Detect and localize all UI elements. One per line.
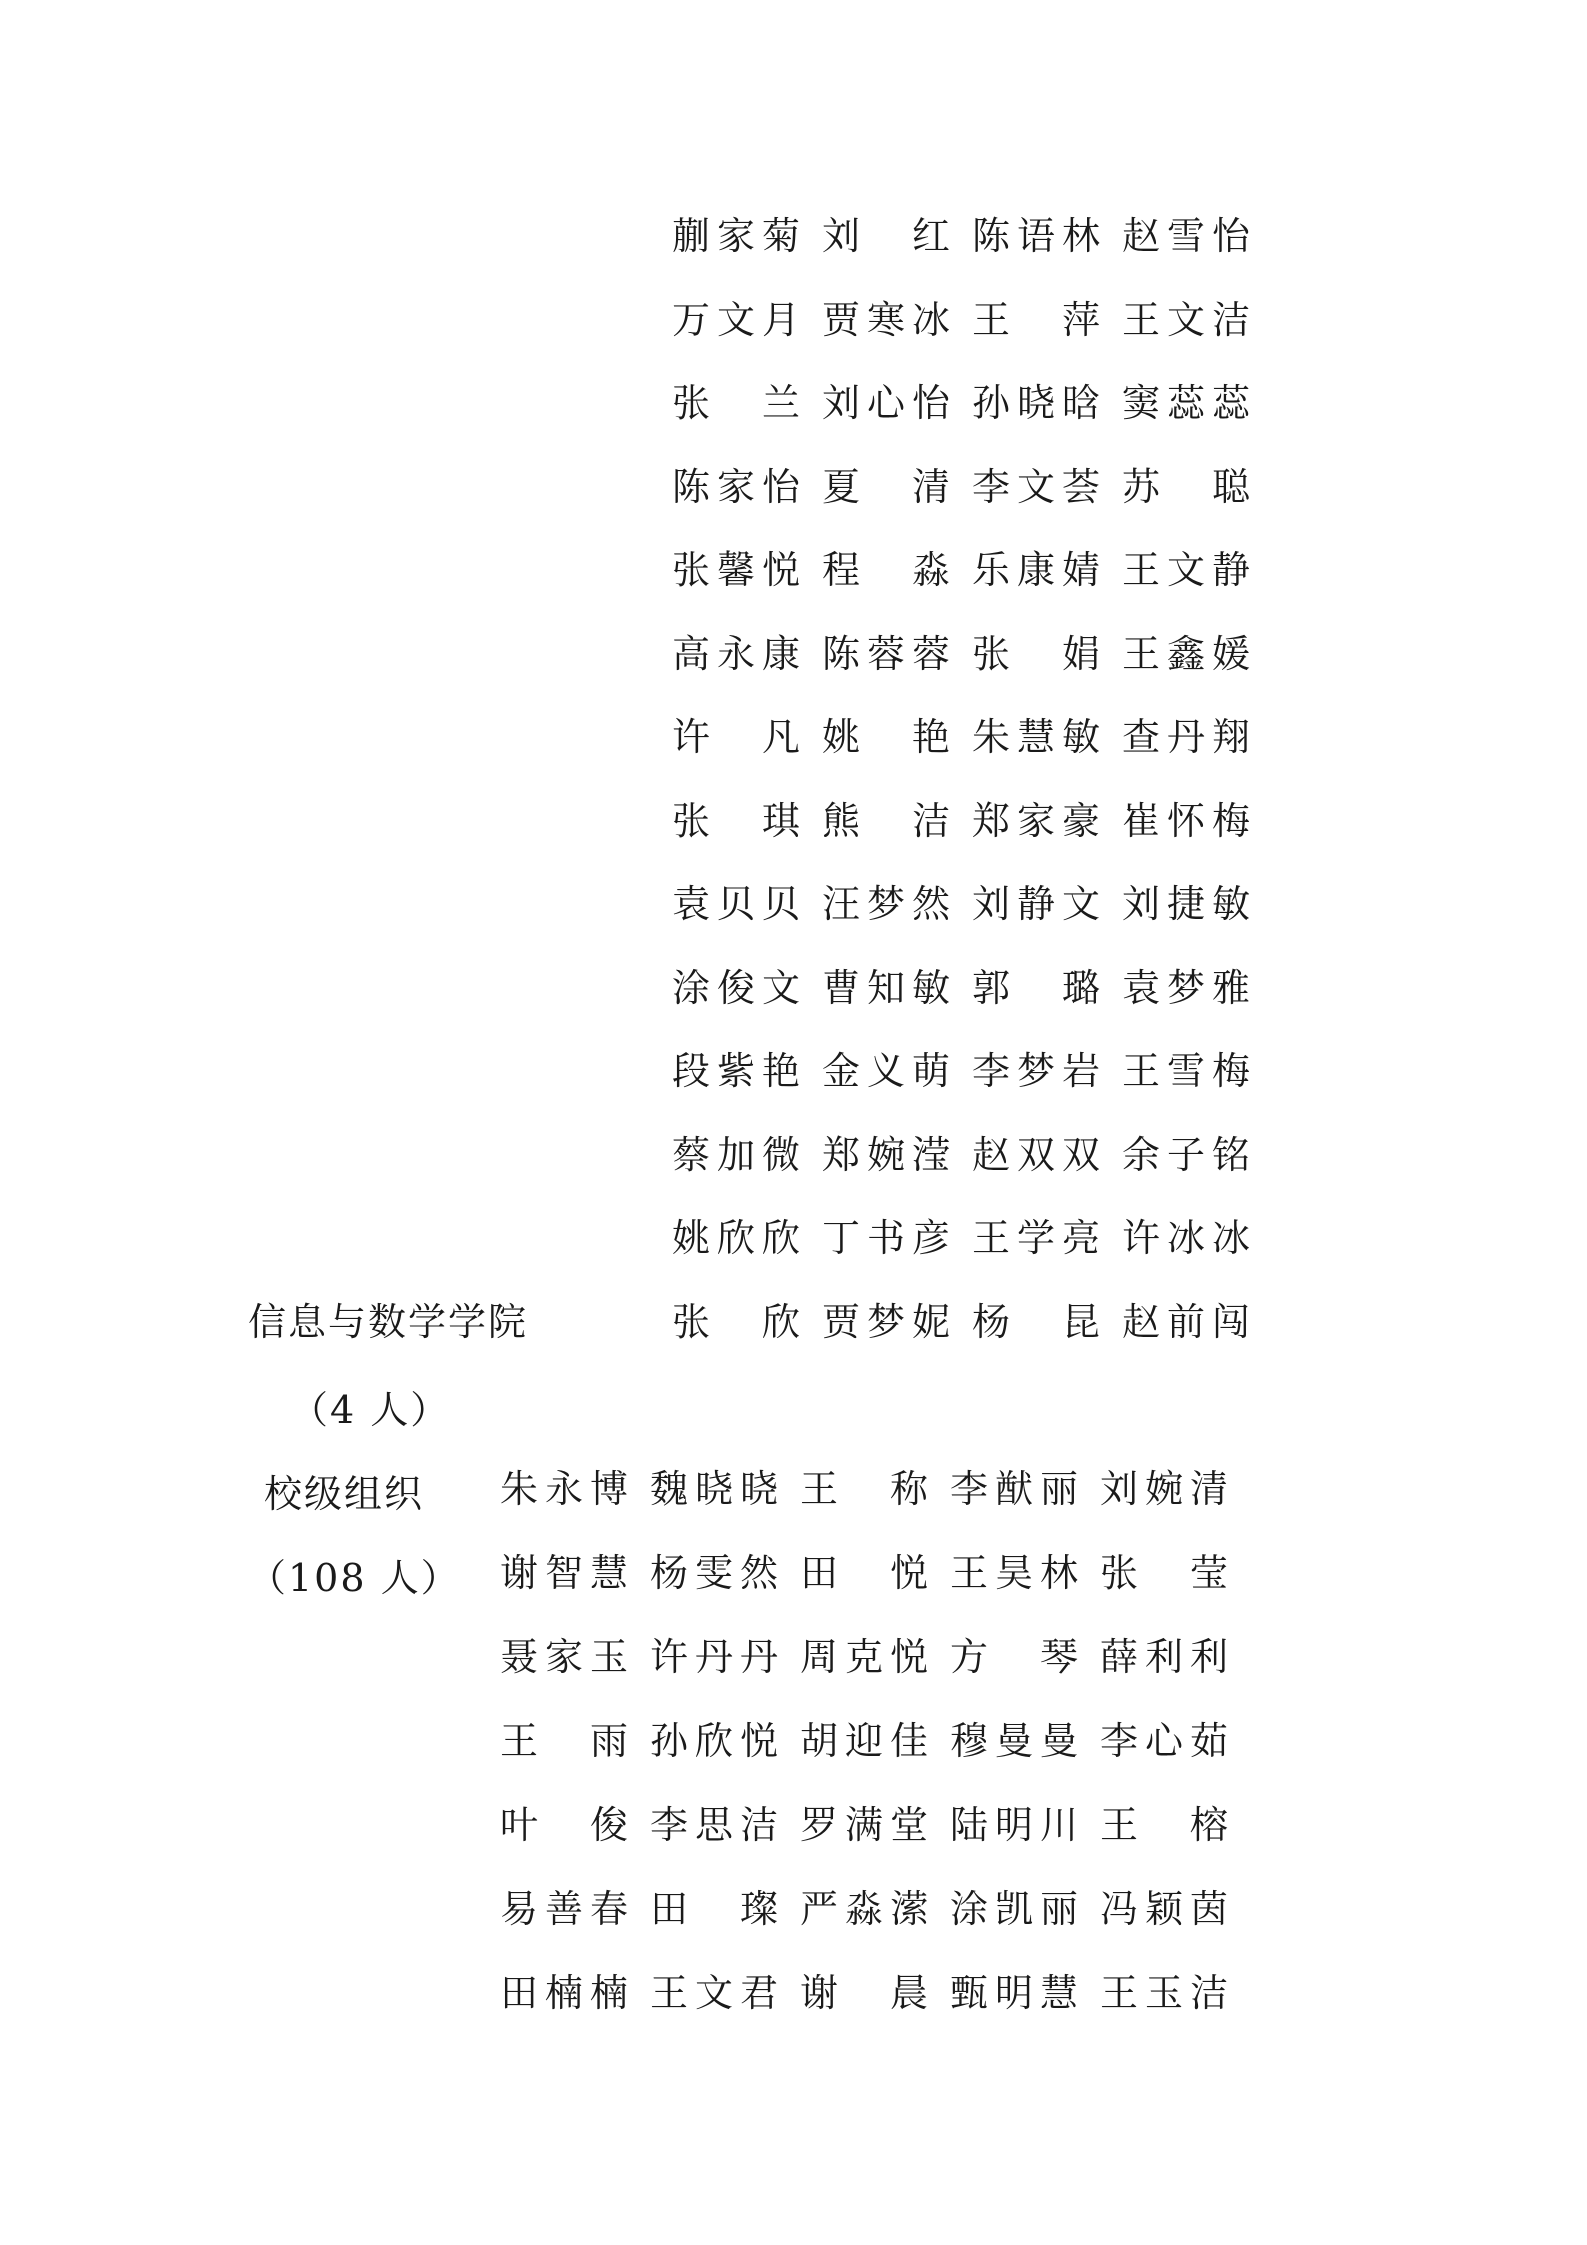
person-name: 汪 梦 然	[822, 882, 951, 926]
person-name: 王 榕	[1100, 1803, 1229, 1847]
person-name: 陆 明 川	[950, 1803, 1079, 1847]
person-name: 刘 心 怡	[822, 381, 951, 425]
person-name: 赵 双 双	[972, 1132, 1101, 1177]
person-name: 郑 家 豪	[972, 798, 1101, 843]
person-name: 王 雪 梅	[1122, 1049, 1251, 1093]
person-name: 周 克 悦	[800, 1635, 929, 1679]
person-name: 姚 艳	[822, 715, 951, 759]
section-label-info-math: 信息与数学学院	[248, 1300, 529, 1344]
person-name: 丁 书 彦	[822, 1216, 951, 1260]
person-name: 王 雨	[500, 1719, 629, 1763]
person-name: 赵 前 闯	[1122, 1300, 1251, 1344]
person-name: 涂 俊 文	[672, 965, 801, 1010]
person-name: 田 楠 楠	[500, 1971, 629, 2015]
person-name: 王 学 亮	[972, 1216, 1101, 1260]
person-name: 许 凡	[672, 715, 801, 759]
person-name: 刘 捷 敏	[1122, 882, 1251, 926]
person-name: 姚 欣 欣	[672, 1216, 801, 1260]
person-name: 李 心 茹	[1100, 1719, 1229, 1763]
person-name: 甄 明 慧	[950, 1971, 1079, 2015]
section-count-info-math: （4 人）	[290, 1388, 451, 1432]
person-name: 刘 婉 清	[1100, 1467, 1229, 1511]
person-name: 张 娟	[972, 631, 1101, 676]
person-name: 乐 康 婧	[972, 548, 1101, 592]
person-name: 段 紫 艳	[672, 1049, 801, 1093]
person-name: 孙 欣 悦	[650, 1719, 779, 1763]
person-name: 王 文 静	[1122, 548, 1251, 592]
person-name: 万 文 月	[672, 297, 801, 342]
person-name: 窦 蕊 蕊	[1122, 381, 1251, 425]
person-name: 李 梦 岩	[972, 1049, 1101, 1093]
person-name: 王 玉 洁	[1100, 1971, 1229, 2015]
person-name: 聂 家 玉	[500, 1635, 629, 1679]
person-name: 余 子 铭	[1122, 1132, 1251, 1177]
person-name: 袁 梦 雅	[1122, 965, 1251, 1010]
person-name: 朱 永 博	[500, 1467, 629, 1511]
person-name: 张 莹	[1100, 1551, 1229, 1595]
person-name: 李 文 荟	[972, 464, 1101, 509]
person-name: 张 琪	[672, 798, 801, 843]
person-name: 陈 家 怡	[672, 464, 801, 509]
person-name: 易 善 春	[500, 1887, 629, 1931]
person-name: 许 丹 丹	[650, 1635, 779, 1679]
person-name: 蔡 加 微	[672, 1132, 801, 1177]
person-name: 赵 雪 怡	[1122, 214, 1251, 258]
person-name: 贾 梦 妮	[822, 1300, 951, 1344]
person-name: 陈 语 林	[972, 214, 1101, 258]
person-name: 程 淼	[822, 548, 951, 592]
person-name: 胡 迎 佳	[800, 1719, 929, 1763]
person-name: 崔 怀 梅	[1122, 798, 1251, 843]
person-name: 贾 寒 冰	[822, 297, 951, 342]
person-name: 薛 利 利	[1100, 1635, 1229, 1679]
person-name: 许 冰 冰	[1122, 1216, 1251, 1260]
person-name: 张 欣	[672, 1300, 801, 1344]
person-name: 王 鑫 媛	[1122, 631, 1251, 676]
person-name: 涂 凯 丽	[950, 1887, 1079, 1931]
person-name: 孙 晓 晗	[972, 381, 1101, 425]
section-label-school-org: 校级组织	[264, 1472, 425, 1516]
person-name: 杨 雯 然	[650, 1551, 779, 1595]
person-name: 李 思 洁	[650, 1803, 779, 1847]
person-name: 陈 蓉 蓉	[822, 631, 951, 676]
person-name: 熊 洁	[822, 798, 951, 843]
person-name: 魏 晓 晓	[650, 1467, 779, 1511]
person-name: 郑 婉 滢	[822, 1132, 951, 1177]
person-name: 谢 智 慧	[500, 1551, 629, 1595]
person-name: 王 萍	[972, 297, 1101, 342]
person-name: 查 丹 翔	[1122, 715, 1251, 759]
person-name: 夏 清	[822, 464, 951, 509]
person-name: 刘 静 文	[972, 882, 1101, 926]
person-name: 田 璨	[650, 1887, 779, 1931]
person-name: 罗 满 堂	[800, 1803, 929, 1847]
person-name: 张 兰	[672, 381, 801, 425]
person-name: 张 馨 悦	[672, 548, 801, 592]
person-name: 叶 俊	[500, 1803, 629, 1847]
section-count-school-org: （108 人）	[248, 1556, 461, 1600]
person-name: 王 昊 林	[950, 1551, 1079, 1595]
person-name: 穆 曼 曼	[950, 1719, 1079, 1763]
person-name: 曹 知 敏	[822, 965, 951, 1010]
person-name: 方 琴	[950, 1635, 1079, 1679]
person-name: 苏 聪	[1122, 464, 1251, 509]
person-name: 郭 璐	[972, 965, 1101, 1010]
person-name: 蒯 家 菊	[672, 214, 801, 258]
person-name: 王 称	[800, 1467, 929, 1511]
person-name: 冯 颖 茵	[1100, 1887, 1229, 1931]
person-name: 李 猷 丽	[950, 1467, 1079, 1511]
person-name: 朱 慧 敏	[972, 715, 1101, 759]
person-name: 田 悦	[800, 1551, 929, 1595]
person-name: 王 文 君	[650, 1971, 779, 2015]
person-name: 高 永 康	[672, 631, 801, 676]
person-name: 刘 红	[822, 214, 951, 258]
person-name: 袁 贝 贝	[672, 882, 801, 926]
person-name: 谢 晨	[800, 1971, 929, 2015]
person-name: 王 文 洁	[1122, 297, 1251, 342]
person-name: 杨 昆	[972, 1300, 1101, 1344]
person-name: 金 义 萌	[822, 1049, 951, 1093]
person-name: 严 淼 潆	[800, 1887, 929, 1931]
